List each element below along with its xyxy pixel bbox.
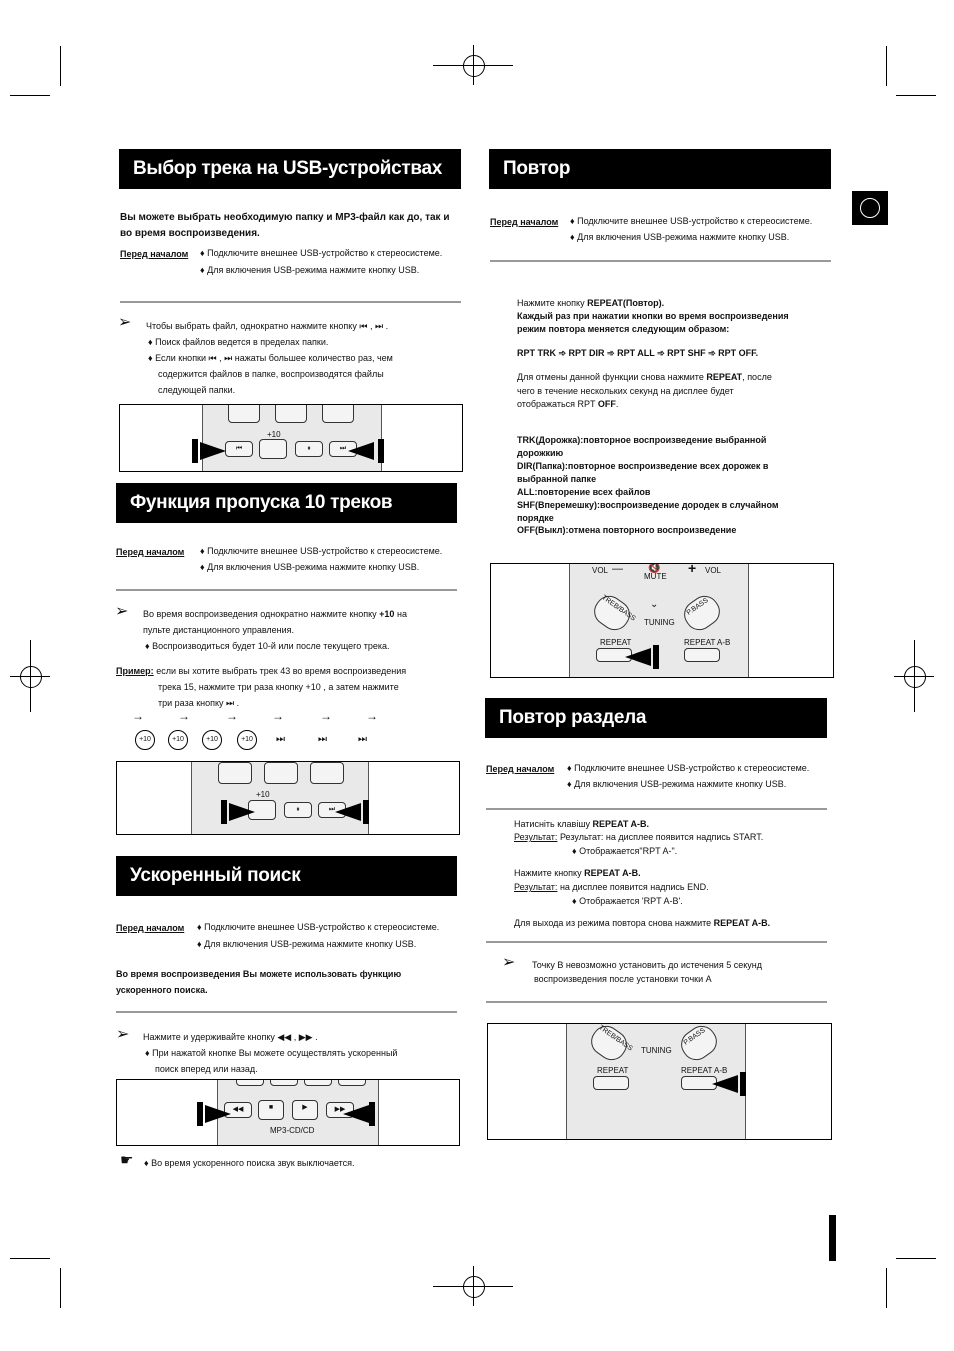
note: ♦ При нажатой кнопке Вы можете осуществлять ускоренный (145, 1048, 398, 1058)
repeat-sequence: RPT TRK ➾ RPT DIR ➾ RPT ALL ➾ RPT SHF ➾ RPT OFF. (517, 348, 759, 358)
step-key: +10 (379, 609, 395, 619)
note-text: Поиск файлов ведется в пределах папки. (155, 337, 329, 347)
next-track-icon: ⏭ (318, 734, 327, 745)
pointer-arrow-icon (229, 803, 255, 821)
before-item-text: Для включения USB-режима нажмите кнопку USB. (207, 265, 420, 275)
pointer-bar (363, 800, 369, 824)
before-item: ♦ Подключите внешнее USB-устройство к стереосистеме. (200, 546, 443, 556)
section-title-repeat-ab: Повтор раздела (485, 698, 827, 738)
language-circle-icon (860, 198, 880, 218)
chevron-down-icon: ⌄ (650, 599, 659, 610)
remote-illustration (119, 404, 463, 472)
registration-mark (463, 55, 485, 77)
language-tab (852, 191, 888, 225)
before-item-text: Для включения USB-режима нажмите кнопку USB. (577, 232, 790, 242)
step-key: REPEAT A-B. (592, 819, 650, 829)
crop-mark (10, 1258, 50, 1259)
vol-label: VOL (705, 566, 722, 575)
tuning-label: TUNING (644, 618, 675, 627)
cancel-text: . (615, 399, 619, 409)
before-item-text: Подключите внешнее USB-устройство к стереосистеме. (207, 546, 443, 556)
next-track-icon: ⏭ (226, 698, 235, 708)
step-text: Нажмите и удерживайте кнопку (143, 1032, 275, 1042)
registration-mark (433, 65, 513, 66)
before-item-text: Для включения USB-режима нажмите кнопку USB. (207, 562, 420, 572)
flow-arrow-icon: → (132, 709, 144, 723)
before-item: ♦ Для включения USB-режима нажмите кнопку USB. (570, 232, 790, 242)
repeat-ab-label: REPEAT A-B (681, 1066, 728, 1075)
pointer-bar (192, 439, 198, 463)
remote-button (322, 404, 354, 423)
plus10-button-icon: +10 (202, 730, 222, 750)
fast-forward-button: ▶▶ (326, 1102, 354, 1118)
pointer-hand-icon: ➢ (116, 1026, 130, 1043)
next-track-button: ⏭ (329, 441, 357, 457)
crop-mark (896, 95, 936, 96)
repeat-cancel (517, 370, 772, 384)
usb-track-step: Чтобы выбрать файл, однократно нажмите кнопку ⏮ , ⏭ . (146, 321, 389, 331)
repeat-mode: TRK(Дорожка):повторное воспроизведение выбранной (517, 435, 767, 445)
crop-mark (896, 1258, 936, 1259)
repeat-mode: OFF(Выкл):отмена повторного воспроизведение (517, 525, 737, 535)
pbass-button (676, 1023, 723, 1066)
remote-button (236, 1079, 264, 1086)
step-text: Для выхода из режима повтора снова нажмите (514, 918, 714, 928)
next-track-icon: ⏭ (374, 321, 384, 331)
pbass-button (679, 590, 726, 635)
pbass-label: P.BASS (682, 1026, 707, 1047)
divider (120, 301, 461, 303)
pointer-hand-icon: ➢ (115, 603, 129, 620)
note-cont: поиск вперед или назад. (155, 1064, 258, 1074)
registration-mark (894, 676, 934, 677)
pause-button: ⏸ (284, 802, 312, 818)
section-title-fast: Ускоренный поиск (116, 856, 457, 896)
divider (486, 808, 827, 810)
repeat-cancel-cont: чего в течение нескольких секунд на дисплее будет (517, 386, 734, 396)
prev-track-button: ⏮ (225, 441, 253, 457)
repeat-ab-step3 (514, 916, 770, 930)
remote-body (191, 761, 369, 835)
example-label: Пример: (116, 666, 154, 676)
usb-track-intro-2: во время воспроизведения. (120, 228, 260, 239)
plus10-button-icon: +10 (168, 730, 188, 750)
repeat-mode: дорожкию (517, 448, 564, 458)
treb-bass-button (586, 1023, 633, 1066)
page-edge-bar (829, 1215, 836, 1261)
crop-mark (60, 1268, 61, 1308)
before-item: ♦ Для включения USB-режима нажмите кнопку USB. (567, 779, 787, 789)
step-key: REPEAT A-B. (713, 918, 771, 928)
note-text: Отображается 'RPT A-B'. (579, 896, 683, 906)
cancel-key: OFF (597, 399, 616, 409)
mute-icon: 🔇 (648, 563, 661, 574)
fast-intro-1: Во время воспроизведения Вы можете использовать функцию (116, 969, 402, 979)
note: ♦ Отображается"RPT A-". (572, 846, 678, 856)
pointer-bar (221, 800, 227, 824)
cancel-text: , после (742, 372, 772, 382)
mute-label: MUTE (644, 572, 667, 581)
registration-mark (20, 666, 42, 688)
repeat-ab-label: REPEAT A-B (684, 638, 731, 647)
stop-button: ■ (258, 1100, 284, 1120)
step-text: Натисніть клавішу (514, 819, 593, 829)
remote-label: +10 (267, 430, 281, 439)
press-text: Нажмите кнопку (517, 298, 588, 308)
crop-mark (60, 46, 61, 86)
pointer-bar (369, 1102, 375, 1126)
result-text: Результат: на дисплее появится надпись START. (559, 832, 764, 842)
before-label: Перед началом (120, 249, 189, 259)
next-track-icon: ⏭ (224, 353, 233, 363)
repeat-ab-result2 (514, 880, 709, 894)
usb-track-intro-1: Вы можете выбрать необходимую папку и MP3-файл как до, так и (120, 212, 450, 223)
note-text: При нажатой кнопке Вы можете осуществлять ускоренный (152, 1048, 398, 1058)
rewind-button: ◀◀ (224, 1102, 252, 1118)
minus-icon: — (612, 563, 623, 575)
remote-button (218, 762, 252, 784)
fast-footnote: ♦ Во время ускоренного поиска звук выключается. (144, 1158, 355, 1168)
section-title-skip10: Функция пропуска 10 треков (116, 483, 457, 523)
repeat-mode: ALL:повторение всех файлов (517, 487, 651, 497)
pointer-arrow-icon (335, 803, 361, 821)
pointer-arrow-icon (343, 1105, 369, 1123)
repeat-press-line: Каждый раз при нажатии кнопки во время воспроизведения (517, 311, 789, 321)
note: ♦ Воспроизводиться будет 10-й или после текущего трека. (145, 641, 390, 651)
next-track-icon: ⏭ (276, 734, 285, 745)
pointer-bar (653, 645, 659, 669)
pointer-arrow-icon (200, 442, 226, 460)
treb-label: TREB/BASS (600, 594, 637, 623)
section-title-usb-track: Выбор трека на USB-устройствах (119, 149, 461, 189)
step-key: REPEAT A-B. (584, 868, 641, 878)
before-item: ♦ Для включения USB-режима нажмите кнопку USB. (197, 939, 417, 949)
repeat-ab-step1 (514, 817, 649, 831)
pointer-hand-icon: ➢ (502, 954, 516, 971)
prev-track-icon: ⏮ (208, 353, 217, 363)
repeat-ab-note-cont: воспроизведения после установки точки A (534, 974, 712, 984)
before-label: Перед началом (486, 764, 555, 774)
note-cont: следующей папки. (158, 385, 236, 395)
repeat-ab-result1 (514, 830, 763, 844)
repeat-mode: порядке (517, 513, 554, 523)
result-text: на дисплее появится надпись END. (559, 882, 709, 892)
before-item: ♦ Подключите внешнее USB-устройство к стереосистеме. (570, 216, 813, 226)
fast-forward-icon: ▶▶ (298, 1032, 313, 1042)
next-track-button: ⏭ (318, 802, 346, 818)
plus-icon: + (688, 563, 697, 576)
skip10-step-cont: пульте дистанционного управления. (143, 625, 295, 635)
repeat-mode: DIR(Папка):повторное воспроизведение всех дорожек в (517, 461, 769, 471)
crop-mark (10, 95, 50, 96)
repeat-ab-step2 (514, 866, 641, 880)
remote-button (304, 1079, 332, 1086)
registration-mark (904, 666, 926, 688)
note: ♦ Поиск файлов ведется в пределах папки. (148, 337, 329, 347)
divider (490, 260, 831, 262)
note: ♦ Если кнопки ⏮ , ⏭ нажаты большее количество раз, чем (148, 353, 393, 363)
before-item: ♦ Подключите внешнее USB-устройство к стереосистеме. (200, 248, 443, 258)
note-text: Отображается"RPT A-". (579, 846, 678, 856)
tuning-label: TUNING (641, 1046, 672, 1055)
divider (486, 941, 827, 943)
before-label: Перед началом (116, 923, 185, 933)
remote-illustration (116, 761, 460, 835)
flow-arrow-icon: → (226, 709, 238, 723)
before-item: ♦ Подключите внешнее USB-устройство к стереосистеме. (197, 922, 440, 932)
registration-mark (10, 676, 50, 677)
remote-illustration (490, 563, 834, 678)
remote-label: MP3-CD/CD (270, 1126, 315, 1135)
pause-button: ⏸ (295, 441, 323, 457)
step-text: Нажмите кнопку (514, 868, 585, 878)
registration-mark (433, 1286, 513, 1287)
section-title-repeat: Повтор (489, 149, 831, 189)
before-item-text: Для включения USB-режима нажмите кнопку USB. (574, 779, 787, 789)
flow-arrow-icon: → (178, 709, 190, 723)
pointer-bar (740, 1072, 746, 1096)
crop-mark (886, 46, 887, 86)
pbass-label: P.BASS (685, 596, 710, 617)
repeat-cancel-cont (517, 397, 618, 411)
divider (116, 589, 457, 591)
divider (116, 1011, 457, 1013)
treb-label: TREB/BASS (597, 1024, 634, 1053)
example-cont: трека 15, нажмите три раза кнопку +10 , а затем нажмите (158, 682, 399, 692)
repeat-label: REPEAT (597, 1066, 629, 1075)
pointer-arrow-icon (205, 1105, 231, 1123)
remote-body (569, 563, 749, 678)
hand-note-icon: ☛ (120, 1152, 134, 1169)
cancel-key: REPEAT (706, 372, 743, 382)
plus10-button-icon: +10 (237, 730, 257, 750)
note-text: нажаты большее количество раз, чем (234, 353, 393, 363)
note-text: Если кнопки (155, 353, 207, 363)
fast-intro-2: ускоренного поиска. (116, 985, 208, 995)
before-label: Перед началом (116, 547, 185, 557)
prev-track-icon: ⏮ (359, 321, 368, 331)
step-text: Во время воспроизведения однократно нажмите кнопку (143, 609, 377, 619)
plus10-button-icon: +10 (135, 730, 155, 750)
example-cont: три раза кнопку ⏭ . (158, 698, 240, 708)
repeat-button (593, 1076, 629, 1090)
remote-button (264, 762, 298, 784)
skip10-step (143, 607, 407, 621)
vol-label: VOL (592, 566, 609, 575)
footnote-text: Во время ускоренного поиска звук выключается. (151, 1158, 355, 1168)
remote-label: +10 (256, 790, 270, 799)
before-item: ♦ Для включения USB-режима нажмите кнопку USB. (200, 562, 420, 572)
remote-illustration (116, 1079, 460, 1146)
divider (486, 1001, 827, 1003)
registration-mark (463, 1276, 485, 1298)
result-label: Результат: (514, 882, 558, 892)
crop-mark (886, 1268, 887, 1308)
step-text: на (396, 609, 407, 619)
remote-button (228, 404, 260, 423)
repeat-press-line: режим повтора меняется следующим образом: (517, 324, 730, 334)
remote-button (310, 762, 344, 784)
before-item-text: Подключите внешнее USB-устройство к стереосистеме. (207, 248, 443, 258)
note-cont: содержится файлов в папке, воспроизводятся файлы (158, 369, 384, 379)
before-item-text: Для включения USB-режима нажмите кнопку USB. (204, 939, 417, 949)
note: ♦ Отображается 'RPT A-B'. (572, 896, 683, 906)
pointer-bar (378, 439, 384, 463)
flow-arrow-icon: → (366, 709, 378, 723)
repeat-press (517, 296, 664, 310)
remote-button (270, 1079, 298, 1086)
rewind-icon: ◀◀ (277, 1032, 292, 1042)
result-label: Результат: (514, 832, 558, 842)
cancel-text: отображаться RPT (517, 399, 598, 409)
press-key: REPEAT(Повтор). (587, 298, 665, 308)
pointer-arrow-icon (712, 1075, 738, 1093)
before-item-text: Подключите внешнее USB-устройство к стереосистеме. (574, 763, 810, 773)
example-text: три раза кнопку (158, 698, 224, 708)
cancel-text: Для отмены данной функции снова нажмите (517, 372, 707, 382)
pointer-hand-icon: ➢ (118, 314, 132, 331)
example-text: если вы хотите выбрать трек 43 во время воспроизведения (156, 666, 407, 676)
repeat-mode: SHF(Вперемешку):воспроизведение дородек в случайном (517, 500, 779, 510)
remote-button (275, 404, 307, 423)
pointer-arrow-icon (625, 648, 651, 666)
remote-button (338, 1079, 366, 1086)
remote-illustration (487, 1023, 832, 1140)
repeat-mode: выбранной папке (517, 474, 597, 484)
repeat-ab-note: Точку B невозможно установить до истечения 5 секунд (532, 960, 762, 970)
before-item: ♦ Подключите внешнее USB-устройство к стереосистеме. (567, 763, 810, 773)
step-text: Чтобы выбрать файл, однократно нажмите кнопку (146, 321, 357, 331)
flow-arrow-icon: → (320, 709, 332, 723)
next-track-icon: ⏭ (358, 734, 367, 745)
remote-button (259, 439, 287, 459)
remote-body (202, 404, 382, 472)
flow-arrow-icon: → (272, 709, 284, 723)
before-item-text: Подключите внешнее USB-устройство к стереосистеме. (204, 922, 440, 932)
treb-bass-button (589, 590, 636, 635)
repeat-ab-button (684, 648, 720, 662)
before-label: Перед началом (490, 217, 559, 227)
note-text: Воспроизводиться будет 10-й или после текущего трека. (152, 641, 390, 651)
fast-step: Нажмите и удерживайте кнопку ◀◀ , ▶▶ . (143, 1032, 318, 1042)
before-item-text: Подключите внешнее USB-устройство к стереосистеме. (577, 216, 813, 226)
example (116, 664, 406, 678)
pointer-arrow-icon (348, 442, 374, 460)
play-button: ▶ (292, 1100, 318, 1120)
before-item: ♦ Для включения USB-режима нажмите кнопку USB. (200, 265, 420, 275)
repeat-label: REPEAT (600, 638, 632, 647)
pointer-bar (197, 1102, 203, 1126)
